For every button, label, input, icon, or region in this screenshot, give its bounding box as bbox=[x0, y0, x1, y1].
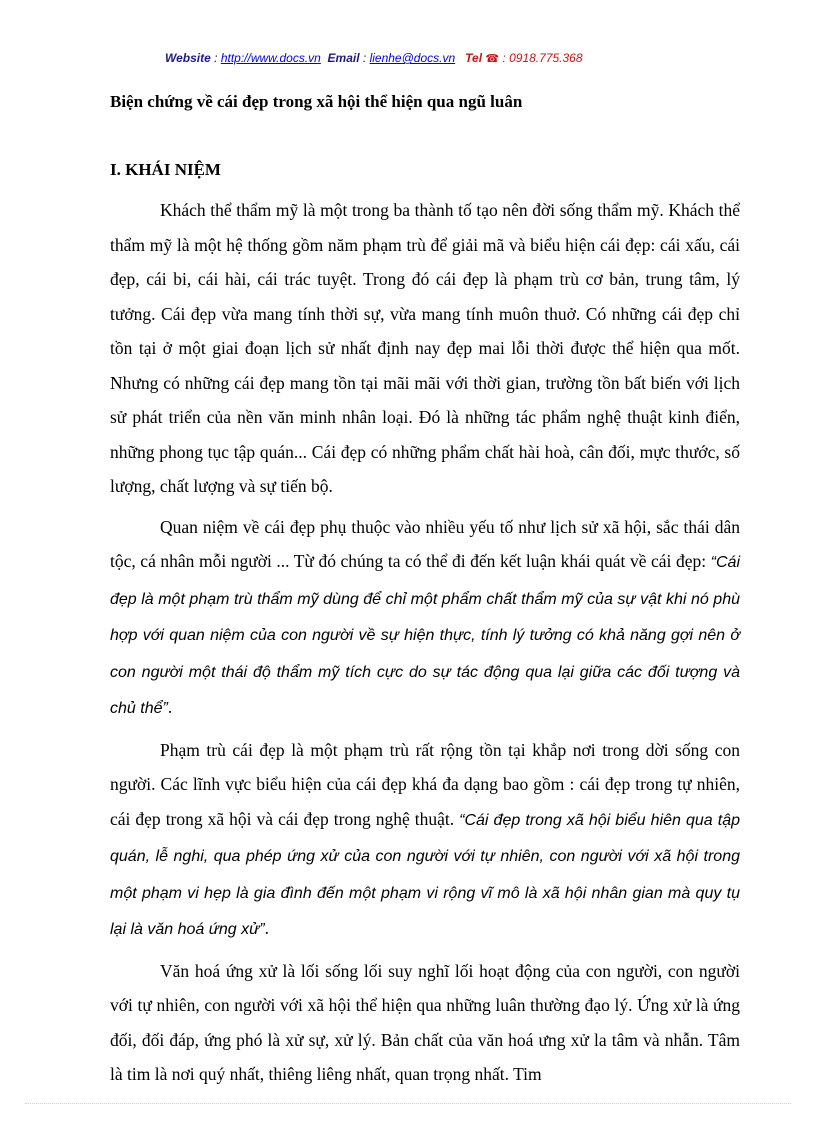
page-header bbox=[165, 51, 583, 65]
document-body bbox=[110, 190, 740, 1098]
phone-icon: ☎ bbox=[485, 53, 500, 65]
document-title: Biện chứng về cái đẹp trong xã hội thể hiện qua ngũ luân bbox=[110, 92, 523, 111]
paragraph-3-text: Phạm trù cái đẹp là một phạm trù rất rộng tồn tại khắp nơi trong dời sống con người. Các lĩnh vực biểu hiện của cái đẹp khá đa dạng bao gồm : cái đẹp trong tự nhiên, cái đẹp trong xã hội và cái đẹp trong nghệ thuật. bbox=[110, 739, 740, 829]
paragraph-2-quote: “Cái đẹp là một phạm trù thẩm mỹ dùng để chỉ một phẩm chất thẩm mỹ của sự vật khi nó phù hợp với quan niệm của con người về sự hiện thực, tính lý tưởng có khả năng gợi nên ở con người một thái độ thẩm mỹ tích cực do sự tác động qua lại giữa các đối tượng và chủ thể” bbox=[110, 554, 740, 717]
tel-label: Tel bbox=[465, 51, 483, 65]
paragraph-1: Khách thể thẩm mỹ là một trong ba thành tố tạo nên đời sống thẩm mỹ. Khách thể thẩm mỹ là một hệ thống gồm năm phạm trù để giải mã và biểu hiện cái đẹp: cái xấu, cái đẹp, cái bi, cái hài, cái trác tuyệt. Trong đó cái đẹp là phạm trù cơ bản, trung tâm, lý tưởng. Cái đẹp vừa mang tính thời sự, vừa mang tính muôn thuở. Có những cái đẹp chỉ tồn tại ở một giai đoạn lịch sử nhất định nay đẹp mai lỗi thời được thể hiện qua mốt. Nhưng có những cái đẹp mang tồn tại mãi mãi với thời gian, trường tồn bất biến với lịch sử phát triển của nền văn minh nhân loại. Đó là những tác phẩm nghệ thuật kinh điển, những phong tục tập quán... Cái đẹp có những phẩm chất hài hoà, cân đối, mực thước, số lượng, chất lượng và sự tiến bộ. bbox=[110, 200, 740, 496]
page-footer-divider bbox=[25, 1103, 791, 1104]
paragraph-3-quote: “Cái đẹp trong xã hội biểu hiên qua tập quán, lễ nghi, qua phép ứng xử của con người với tự nhiên, con người với xã hội trong một phạm vi hẹp là gia đình đến một phạm vi rộng vĩ mô là xã hội nhân gian mà quy tụ lại là văn hoá ứng xử” bbox=[110, 811, 740, 938]
paragraph-2-text: Quan niệm về cái đẹp phụ thuộc vào nhiều yếu tố như lịch sử xã hội, sắc thái dân tộc, cá nhân mỗi người ... Từ đó chúng ta có thể đi đến kết luận khái quát về cái đẹp: bbox=[110, 516, 740, 571]
paragraph-4: Văn hoá ứng xử là lối sống lối suy nghĩ lối hoạt động của con người, con người với tự nhiên, con người với xã hội thể hiện qua những luân thường đạo lý. Ứng xử là ứng đối, đối đáp, ứng phó là xử sự, xử lý. Bản chất của văn hoá ưng xử la tâm và nhẫn. Tâm là tim là nơi quý nhất, thiêng liêng nhất, quan trọng nhất. Tim bbox=[110, 960, 740, 1084]
email-separator: : bbox=[359, 51, 370, 65]
section-heading: I. KHÁI NIỆM bbox=[110, 160, 221, 179]
paragraph-3 bbox=[110, 733, 740, 948]
paragraph-2 bbox=[110, 510, 740, 727]
tel-number: : 0918.775.368 bbox=[499, 51, 583, 65]
email-link[interactable]: lienhe@docs.vn bbox=[369, 51, 456, 65]
website-separator: : bbox=[210, 51, 221, 65]
website-label: Website bbox=[165, 51, 211, 65]
paragraph-3-end: . bbox=[264, 918, 269, 938]
paragraph-2-end: . bbox=[167, 697, 173, 717]
email-label: Email bbox=[327, 51, 360, 65]
website-link[interactable]: http://www.docs.vn bbox=[220, 51, 321, 65]
